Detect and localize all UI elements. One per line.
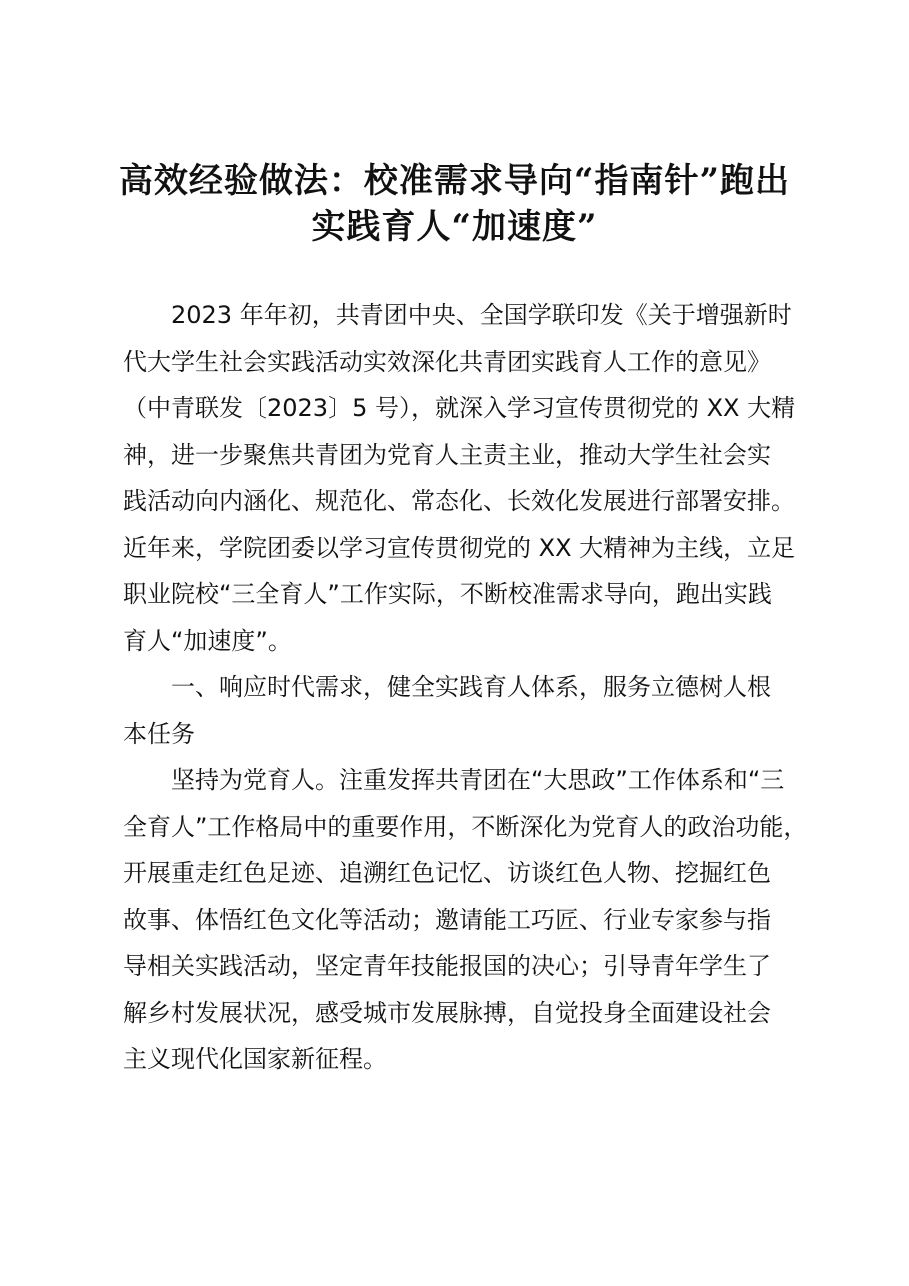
heading-line: 一、响应时代需求，健全实践育人体系，服务立德树人根 — [171, 673, 771, 701]
paragraph-line: 解乡村发展状况，感受城市发展脉搏，自觉投身全面建设社会 — [123, 998, 771, 1027]
paragraph-line: 导相关实践活动，坚定青年技能报国的决心；引导青年学生了 — [123, 952, 771, 980]
document-title — [100, 158, 809, 250]
paragraph-line: 坚持为党育人。注重发挥共青团在“大思政”工作体系和“三 — [171, 766, 785, 794]
paragraph-line: 全育人”工作格局中的重要作用，不断深化为党育人的政治功能， — [123, 812, 808, 841]
paragraph-intro — [123, 292, 813, 664]
paragraph-line: 践活动向内涵化、规范化、常态化、长效化发展进行部署安排。 — [123, 487, 795, 515]
heading-line: 本任务 — [123, 719, 195, 748]
paragraph-line: （中青联发〔2023〕5 号），就深入学习宣传贯彻党的 XX 大精 — [123, 394, 796, 422]
paragraph-line: 代大学生社会实践活动实效深化共青团实践育人工作的意见》 — [123, 347, 771, 376]
paragraph-line: 2023 年年初，共青团中央、全国学联印发《关于增强新时 — [171, 301, 792, 329]
paragraph-line: 育人“加速度”。 — [123, 626, 292, 655]
paragraph-line: 开展重走红色足迹、追溯红色记忆、访谈红色人物、挖掘红色 — [123, 859, 771, 887]
paragraph-line: 职业院校“三全育人”工作实际，不断校准需求导向，跑出实践 — [123, 580, 772, 608]
paragraph-party-education — [123, 757, 813, 1083]
paragraph-line: 故事、体悟红色文化等活动；邀请能工巧匠、行业专家参与指 — [123, 905, 771, 934]
paragraph-line: 神，进一步聚焦共青团为党育人主责主业，推动大学生社会实 — [123, 440, 771, 469]
paragraph-line: 近年来，学院团委以学习宣传贯彻党的 XX 大精神为主线，立足 — [123, 533, 796, 562]
section-heading-1 — [123, 664, 813, 757]
paragraph-line: 主义现代化国家新征程。 — [123, 1045, 387, 1073]
document-body — [123, 292, 813, 1083]
title-line-2: 实践育人“加速度” — [311, 207, 598, 247]
title-line-1: 高效经验做法：校准需求导向“指南针”跑出 — [118, 161, 791, 201]
